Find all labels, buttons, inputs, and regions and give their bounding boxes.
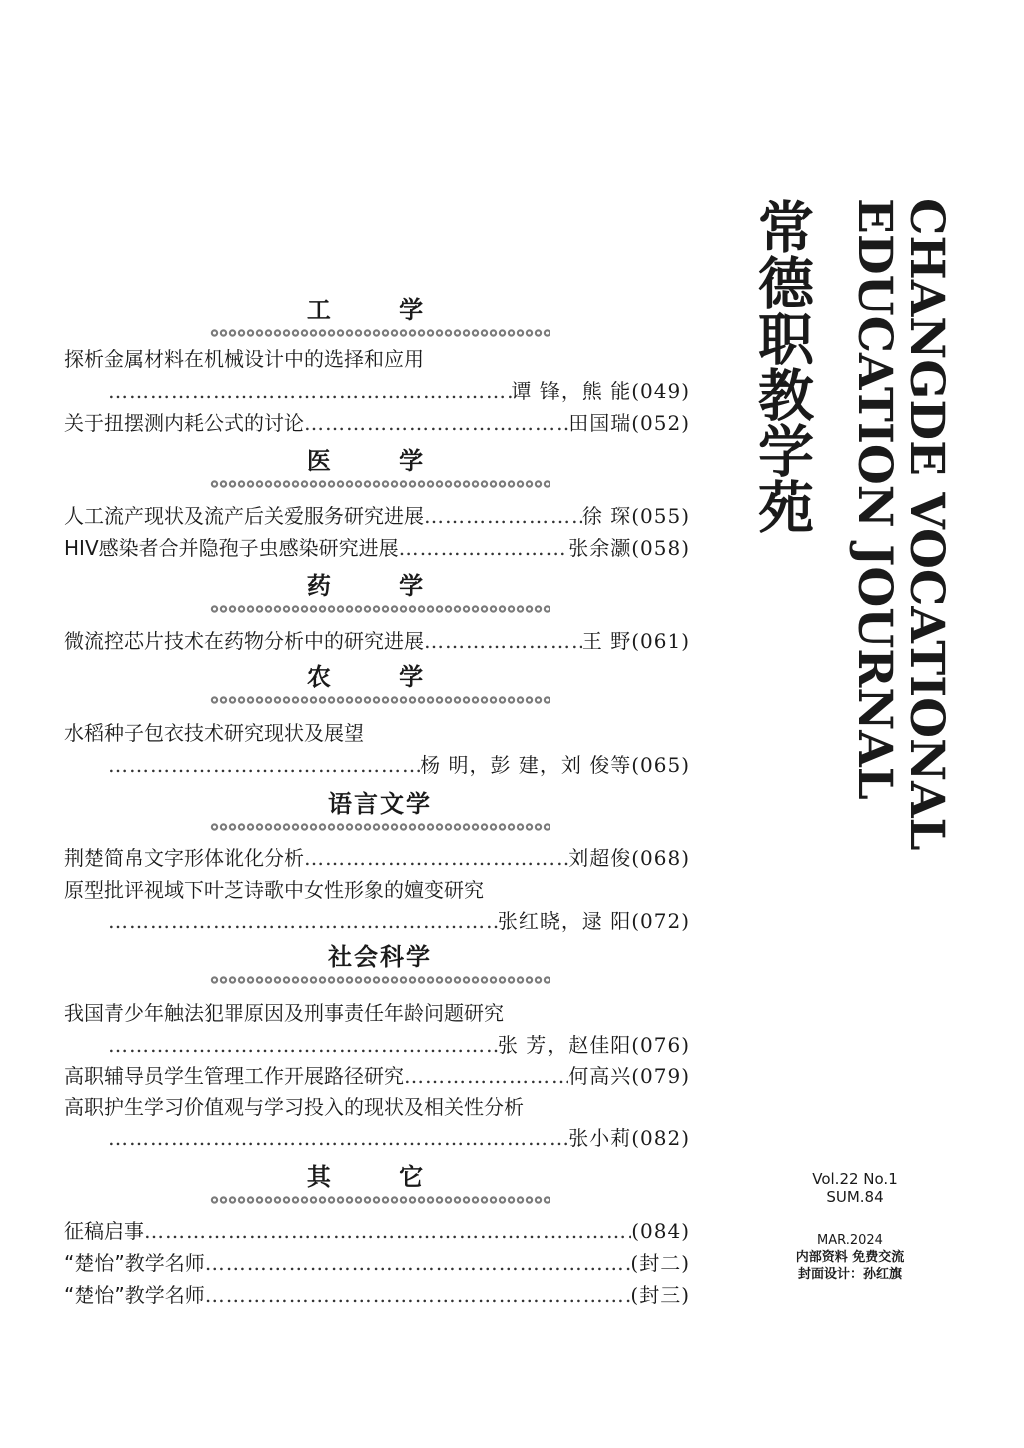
section-title: 语言文学 bbox=[328, 790, 432, 818]
dot-leader bbox=[304, 410, 568, 436]
toc-entry-byline[interactable] bbox=[108, 1032, 690, 1058]
sum-number: SUM.84 bbox=[826, 1188, 884, 1206]
volume-number: Vol.22 No.1 bbox=[812, 1170, 898, 1188]
dot-leader bbox=[304, 845, 568, 871]
journal-title-english-line2: EDUCATION JOURNAL bbox=[847, 198, 902, 800]
ornament-divider bbox=[210, 605, 550, 613]
article-authors: 张 芳，赵佳阳 bbox=[497, 1033, 632, 1057]
toc-entry-byline[interactable] bbox=[108, 752, 690, 778]
ornament-divider bbox=[210, 976, 550, 984]
article-title: 我国青少年触法犯罪原因及刑事责任年龄问题研究 bbox=[64, 1001, 504, 1025]
toc-entry-byline[interactable] bbox=[108, 1125, 690, 1151]
article-title: 原型批评视域下叶芝诗歌中女性形象的嬗变研究 bbox=[64, 878, 484, 902]
toc-entry-title[interactable] bbox=[64, 346, 690, 372]
page-number: (079) bbox=[631, 1064, 690, 1088]
issue-meta bbox=[770, 1232, 930, 1283]
dot-leader bbox=[205, 1282, 631, 1308]
article-authors: 王 野 bbox=[581, 629, 632, 653]
section-heading-literature bbox=[210, 790, 550, 831]
section-heading-medicine bbox=[210, 447, 550, 488]
page-number: (055) bbox=[631, 504, 690, 528]
page-number: (049) bbox=[631, 379, 690, 403]
ornament-divider bbox=[210, 480, 550, 488]
toc-entry-title[interactable] bbox=[64, 720, 690, 746]
article-title: 水稻种子包衣技术研究现状及展望 bbox=[64, 721, 364, 745]
toc-entry-byline[interactable] bbox=[108, 908, 690, 934]
journal-title-english-line1: CHANGDE VOCATIONAL bbox=[899, 198, 954, 851]
issue-date: MAR.2024 bbox=[817, 1233, 883, 1248]
section-heading-engineering bbox=[210, 296, 550, 337]
section-title: 医 学 bbox=[306, 447, 454, 475]
toc-entry[interactable] bbox=[64, 1282, 690, 1308]
page-number: (052) bbox=[631, 411, 690, 435]
ornament-divider bbox=[210, 823, 550, 831]
article-title: 微流控芯片技术在药物分析中的研究进展 bbox=[64, 629, 424, 653]
dot-leader bbox=[108, 752, 420, 778]
section-heading-pharmacy bbox=[210, 572, 550, 613]
page-number: (068) bbox=[631, 846, 690, 870]
toc-entry-title[interactable] bbox=[64, 877, 690, 903]
ornament-divider bbox=[210, 1196, 550, 1204]
toc-entry[interactable] bbox=[64, 628, 690, 654]
page-number: (082) bbox=[631, 1126, 690, 1150]
article-authors: 徐 琛 bbox=[581, 504, 632, 528]
article-title: 人工流产现状及流产后关爱服务研究进展 bbox=[64, 504, 424, 528]
dot-leader bbox=[108, 378, 512, 404]
article-title: “楚怡”教学名师 bbox=[64, 1251, 205, 1275]
cover-design-credit: 封面设计：孙红旗 bbox=[797, 1267, 902, 1282]
article-authors: 刘超俊 bbox=[568, 846, 632, 870]
dot-leader bbox=[399, 535, 569, 561]
section-heading-other bbox=[210, 1163, 550, 1204]
dot-leader bbox=[108, 1032, 498, 1058]
section-heading-agriculture bbox=[210, 663, 550, 704]
article-title: 探析金属材料在机械设计中的选择和应用 bbox=[64, 347, 424, 371]
dot-leader bbox=[424, 628, 582, 654]
page-number: (076) bbox=[631, 1033, 690, 1057]
issue-volume bbox=[790, 1170, 920, 1206]
section-title: 其 它 bbox=[306, 1163, 454, 1191]
section-title: 工 学 bbox=[306, 296, 454, 324]
article-authors: 杨 明，彭 建，刘 俊等 bbox=[420, 753, 632, 777]
page-number: (058) bbox=[631, 536, 690, 560]
ornament-divider bbox=[210, 329, 550, 337]
toc-entry[interactable] bbox=[64, 1250, 690, 1276]
dot-leader bbox=[144, 1218, 631, 1244]
toc-entry[interactable] bbox=[64, 503, 690, 529]
article-authors: 田国瑞 bbox=[568, 411, 632, 435]
section-title: 药 学 bbox=[306, 572, 454, 600]
page-number: (封二) bbox=[630, 1251, 690, 1275]
article-authors: 谭 锋，熊 能 bbox=[511, 379, 632, 403]
article-authors: 何高兴 bbox=[568, 1064, 632, 1088]
page-number: (061) bbox=[631, 629, 690, 653]
page-number: (072) bbox=[631, 909, 690, 933]
toc-entry[interactable] bbox=[64, 410, 690, 436]
article-authors: 张余灏 bbox=[568, 536, 632, 560]
page-number: (封三) bbox=[630, 1283, 690, 1307]
article-authors: 张红晓，逯 阳 bbox=[497, 909, 632, 933]
dot-leader bbox=[404, 1063, 568, 1089]
article-title: 关于扭摆测内耗公式的讨论 bbox=[64, 411, 304, 435]
page-number: (084) bbox=[631, 1219, 690, 1243]
dot-leader bbox=[424, 503, 582, 529]
ornament-divider bbox=[210, 696, 550, 704]
section-title: 农 学 bbox=[306, 663, 454, 691]
toc-entry[interactable] bbox=[64, 1063, 690, 1089]
article-title: 荆楚简帛文字形体讹化分析 bbox=[64, 846, 304, 870]
article-authors: 张小莉 bbox=[568, 1126, 632, 1150]
section-heading-social-science bbox=[210, 943, 550, 984]
toc-entry[interactable] bbox=[64, 535, 690, 561]
toc-entry-title[interactable] bbox=[64, 1094, 690, 1120]
toc-entry-title[interactable] bbox=[64, 1000, 690, 1026]
toc-entry[interactable] bbox=[64, 1218, 690, 1244]
article-title: HIV感染者合并隐孢子虫感染研究进展 bbox=[64, 536, 399, 560]
distribution-note: 内部资料 免费交流 bbox=[795, 1250, 905, 1265]
journal-title-english bbox=[842, 198, 952, 918]
article-title: 征稿启事 bbox=[64, 1219, 144, 1243]
toc-entry-byline[interactable] bbox=[108, 378, 690, 404]
dot-leader bbox=[108, 1125, 568, 1151]
article-title: 高职护生学习价值观与学习投入的现状及相关性分析 bbox=[64, 1095, 524, 1119]
dot-leader bbox=[108, 908, 498, 934]
page-number: (065) bbox=[631, 753, 690, 777]
article-title: “楚怡”教学名师 bbox=[64, 1283, 205, 1307]
journal-title-chinese: 常德职教学苑 bbox=[749, 198, 814, 534]
section-title: 社会科学 bbox=[328, 943, 432, 971]
article-title: 高职辅导员学生管理工作开展路径研究 bbox=[64, 1064, 404, 1088]
dot-leader bbox=[205, 1250, 631, 1276]
toc-entry[interactable] bbox=[64, 845, 690, 871]
